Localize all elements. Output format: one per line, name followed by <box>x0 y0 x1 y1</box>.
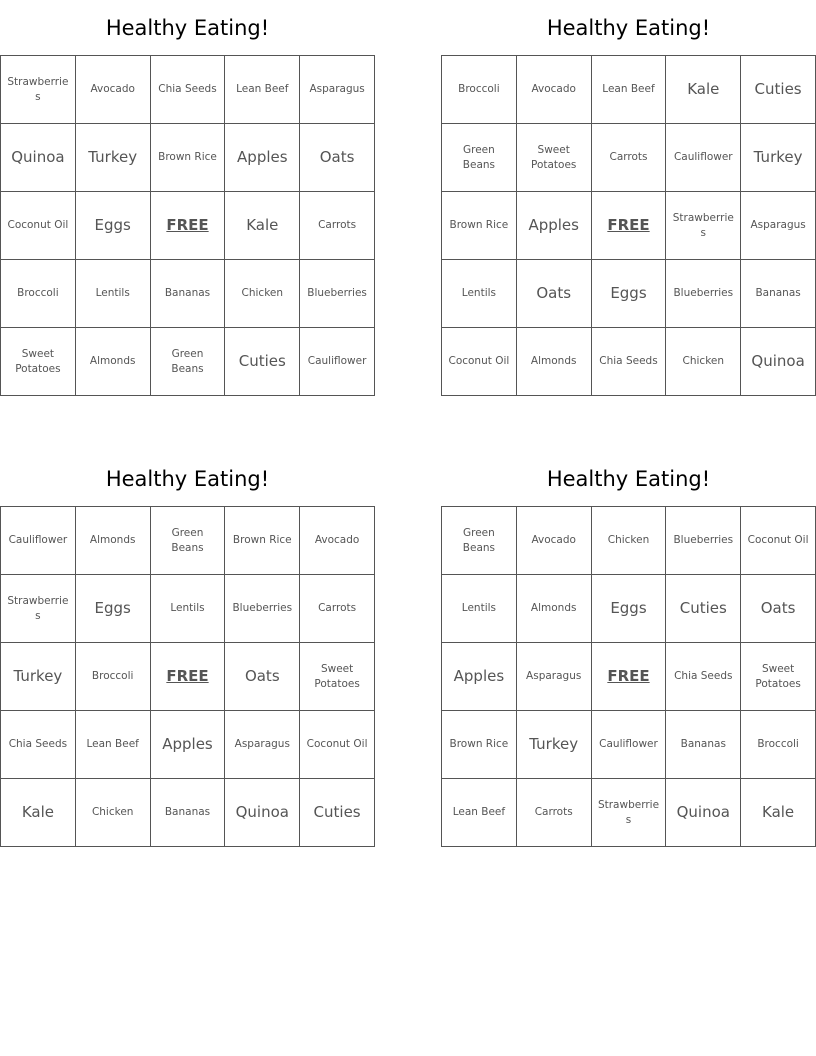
bingo-cell: Bananas <box>150 779 225 847</box>
bingo-cell: Bananas <box>741 260 816 328</box>
bingo-cell: Turkey <box>1 643 76 711</box>
bingo-cell: Kale <box>225 192 300 260</box>
bingo-cell: Apples <box>150 711 225 779</box>
bingo-cell: Quinoa <box>741 328 816 396</box>
grid-row <box>1 507 375 575</box>
bingo-cell: Cuties <box>300 779 375 847</box>
grid-row <box>442 56 816 124</box>
bingo-cell: Eggs <box>591 575 666 643</box>
bingo-card <box>0 14 375 396</box>
grid-row <box>1 260 375 328</box>
bingo-cell: Bananas <box>150 260 225 328</box>
bingo-grid <box>0 506 375 847</box>
grid-row <box>1 192 375 260</box>
free-space-cell: FREE <box>150 192 225 260</box>
bingo-cell: Cuties <box>225 328 300 396</box>
bingo-cell: Chia Seeds <box>1 711 76 779</box>
free-space-cell: FREE <box>150 643 225 711</box>
bingo-cell: Almonds <box>75 328 150 396</box>
bingo-cell: Carrots <box>516 779 591 847</box>
bingo-cell: Eggs <box>75 575 150 643</box>
bingo-cell: Apples <box>516 192 591 260</box>
bingo-cell: Cauliflower <box>300 328 375 396</box>
grid-row <box>442 192 816 260</box>
bingo-cell: Apples <box>225 124 300 192</box>
bingo-cell: Broccoli <box>741 711 816 779</box>
bingo-cell: Cuties <box>741 56 816 124</box>
bingo-cell: Asparagus <box>516 643 591 711</box>
bingo-cell: Broccoli <box>442 56 517 124</box>
grid-row <box>1 124 375 192</box>
bingo-cell: Coconut Oil <box>300 711 375 779</box>
bingo-cell: Green Beans <box>150 507 225 575</box>
bingo-cell: Green Beans <box>442 507 517 575</box>
bingo-cell: Bananas <box>666 711 741 779</box>
bingo-card <box>0 465 375 847</box>
bingo-cell: Broccoli <box>1 260 76 328</box>
bingo-cell: Asparagus <box>300 56 375 124</box>
card-title: Healthy Eating! <box>105 16 270 40</box>
bingo-cell: Strawberries <box>1 575 76 643</box>
bingo-cell: Oats <box>300 124 375 192</box>
card-title: Healthy Eating! <box>546 16 711 40</box>
bingo-cell: Brown Rice <box>225 507 300 575</box>
bingo-cell: Quinoa <box>1 124 76 192</box>
bingo-cell: Avocado <box>300 507 375 575</box>
bingo-cell: Oats <box>225 643 300 711</box>
free-space-cell: FREE <box>591 192 666 260</box>
bingo-cell: Asparagus <box>741 192 816 260</box>
bingo-cell: Green Beans <box>150 328 225 396</box>
bingo-grid <box>441 55 816 396</box>
grid-row <box>442 507 816 575</box>
bingo-cell: Brown Rice <box>150 124 225 192</box>
bingo-cell: Avocado <box>75 56 150 124</box>
bingo-cell: Blueberries <box>300 260 375 328</box>
grid-row <box>442 711 816 779</box>
bingo-cell: Lentils <box>150 575 225 643</box>
bingo-cell: Sweet Potatoes <box>1 328 76 396</box>
bingo-grid <box>0 55 375 396</box>
grid-row <box>442 779 816 847</box>
bingo-cell: Almonds <box>516 575 591 643</box>
bingo-cell: Coconut Oil <box>741 507 816 575</box>
bingo-cell: Eggs <box>591 260 666 328</box>
grid-row <box>442 260 816 328</box>
bingo-cell: Kale <box>1 779 76 847</box>
bingo-cell: Strawberries <box>591 779 666 847</box>
bingo-cell: Cauliflower <box>666 124 741 192</box>
bingo-card <box>441 465 816 847</box>
bingo-cell: Almonds <box>516 328 591 396</box>
grid-row <box>1 711 375 779</box>
bingo-cell: Lentils <box>442 260 517 328</box>
bingo-cell: Blueberries <box>225 575 300 643</box>
bingo-cell: Avocado <box>516 56 591 124</box>
bingo-cell: Broccoli <box>75 643 150 711</box>
bingo-cell: Quinoa <box>666 779 741 847</box>
grid-row <box>442 124 816 192</box>
bingo-cell: Chicken <box>225 260 300 328</box>
bingo-cell: Chicken <box>666 328 741 396</box>
bingo-cell: Cuties <box>666 575 741 643</box>
bingo-cell: Cauliflower <box>1 507 76 575</box>
bingo-cell: Lean Beef <box>591 56 666 124</box>
bingo-cell: Carrots <box>300 192 375 260</box>
bingo-cell: Carrots <box>300 575 375 643</box>
bingo-cell: Lentils <box>75 260 150 328</box>
bingo-cell: Eggs <box>75 192 150 260</box>
bingo-cell: Chicken <box>591 507 666 575</box>
bingo-cell: Avocado <box>516 507 591 575</box>
bingo-cell: Sweet Potatoes <box>741 643 816 711</box>
grid-row <box>1 575 375 643</box>
bingo-cell: Green Beans <box>442 124 517 192</box>
grid-row <box>1 56 375 124</box>
bingo-cell: Chia Seeds <box>666 643 741 711</box>
bingo-cell: Chia Seeds <box>150 56 225 124</box>
bingo-cell: Kale <box>741 779 816 847</box>
bingo-cell: Oats <box>741 575 816 643</box>
bingo-cell: Cauliflower <box>591 711 666 779</box>
bingo-cell: Lentils <box>442 575 517 643</box>
bingo-cell: Apples <box>442 643 517 711</box>
bingo-cell: Brown Rice <box>442 192 517 260</box>
bingo-cell: Lean Beef <box>75 711 150 779</box>
grid-row <box>1 779 375 847</box>
bingo-cell: Strawberries <box>1 56 76 124</box>
bingo-grid <box>441 506 816 847</box>
bingo-cell: Turkey <box>516 711 591 779</box>
bingo-cell: Chia Seeds <box>591 328 666 396</box>
grid-row <box>442 328 816 396</box>
grid-row <box>1 643 375 711</box>
bingo-cell: Coconut Oil <box>442 328 517 396</box>
bingo-cell: Turkey <box>75 124 150 192</box>
bingo-cell: Carrots <box>591 124 666 192</box>
bingo-cell: Blueberries <box>666 507 741 575</box>
grid-row <box>1 328 375 396</box>
bingo-cell: Sweet Potatoes <box>516 124 591 192</box>
bingo-cell: Lean Beef <box>225 56 300 124</box>
bingo-cell: Turkey <box>741 124 816 192</box>
grid-row <box>442 575 816 643</box>
card-title: Healthy Eating! <box>546 467 711 491</box>
bingo-cell: Lean Beef <box>442 779 517 847</box>
bingo-cell: Strawberries <box>666 192 741 260</box>
grid-row <box>442 643 816 711</box>
card-title: Healthy Eating! <box>105 467 270 491</box>
bingo-cell: Chicken <box>75 779 150 847</box>
bingo-card <box>441 14 816 396</box>
free-space-cell: FREE <box>591 643 666 711</box>
bingo-cell: Almonds <box>75 507 150 575</box>
bingo-cell: Blueberries <box>666 260 741 328</box>
bingo-cell: Brown Rice <box>442 711 517 779</box>
bingo-cell: Kale <box>666 56 741 124</box>
bingo-cell: Asparagus <box>225 711 300 779</box>
bingo-cell: Coconut Oil <box>1 192 76 260</box>
bingo-cell: Quinoa <box>225 779 300 847</box>
bingo-cell: Sweet Potatoes <box>300 643 375 711</box>
bingo-cell: Oats <box>516 260 591 328</box>
